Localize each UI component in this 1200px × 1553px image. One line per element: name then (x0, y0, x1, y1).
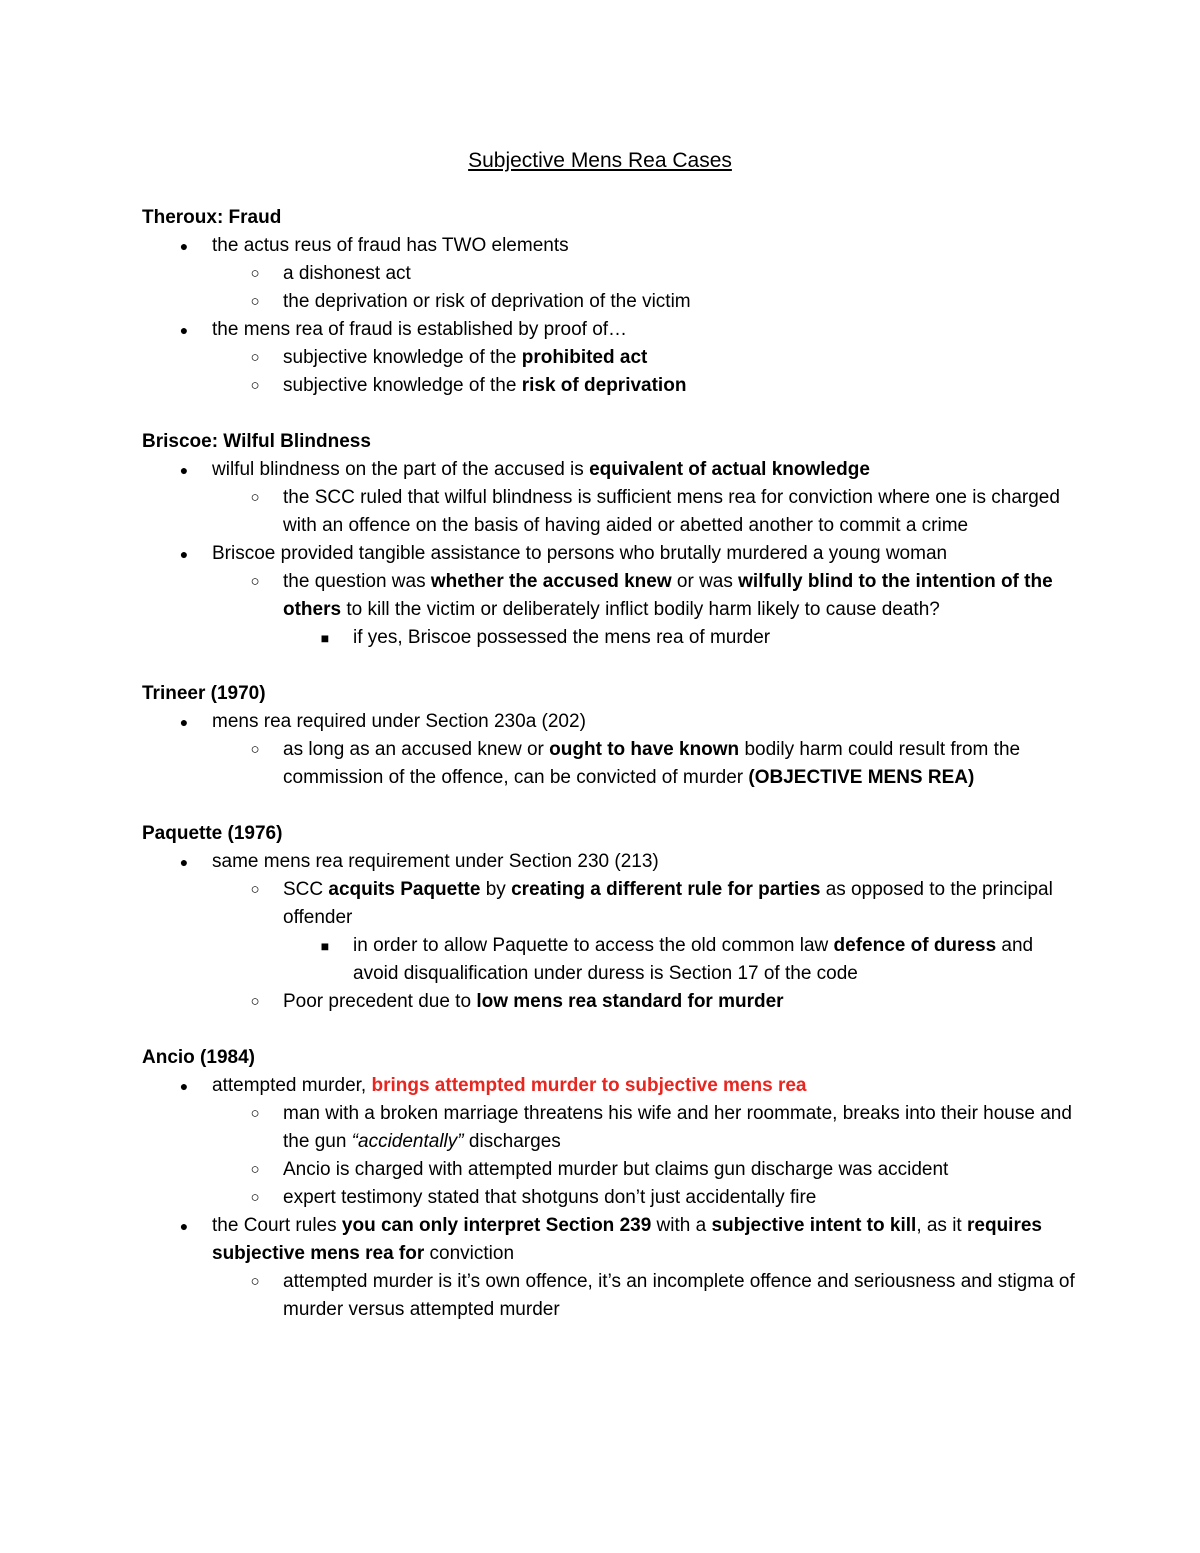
bullet-icon: ● (179, 1078, 189, 1094)
item-emphasis: ought to have known (549, 739, 740, 760)
section-heading: Theroux: Fraud (142, 207, 282, 228)
item-text: attempted murder is it’s own offence, it’s an incomplete offence and seriousness and stigma of murder versus attempted murder (283, 1271, 1075, 1320)
sub-list (142, 344, 1082, 400)
item-text: bodily harm could result from the commission of the offence, can be convicted of murder (283, 739, 1021, 788)
bullet-icon: ● (179, 238, 189, 254)
item-text: subjective knowledge of the (283, 375, 522, 396)
circle-bullet-icon: ○ (250, 1105, 260, 1122)
list-item (142, 484, 1082, 540)
sub-sub-list (142, 932, 1082, 988)
item-text: subjective knowledge of the (283, 347, 522, 368)
section-heading: Paquette (1976) (142, 823, 283, 844)
item-text: in order to allow Paquette to access the old common law (353, 935, 834, 956)
item-text: a dishonest act (283, 263, 411, 284)
list-item (142, 1156, 1082, 1184)
item-text: the deprivation or risk of deprivation of the victim (283, 291, 691, 312)
item-text: wilful blindness on the part of the accused is (212, 459, 590, 480)
circle-bullet-icon: ○ (250, 741, 260, 758)
item-italic: “accidentally” (351, 1131, 464, 1152)
section-trineer (142, 680, 1082, 792)
list-item (142, 932, 1082, 988)
circle-bullet-icon: ○ (250, 1273, 260, 1290)
item-text: the mens rea of fraud is established by proof of… (212, 319, 628, 340)
item-text: Ancio is charged with attempted murder but claims gun discharge was accident (283, 1159, 949, 1180)
list-item (142, 1268, 1082, 1324)
section-ancio (142, 1044, 1082, 1324)
item-text: if yes, Briscoe possessed the mens rea of murder (353, 627, 771, 648)
square-bullet-icon: ■ (320, 938, 330, 954)
circle-bullet-icon: ○ (250, 349, 260, 366)
circle-bullet-icon: ○ (250, 1161, 260, 1178)
circle-bullet-icon: ○ (250, 1189, 260, 1206)
list-item (142, 260, 1082, 288)
list-item (142, 876, 1082, 988)
list-item (142, 988, 1082, 1016)
item-text: Poor precedent due to (283, 991, 477, 1012)
item-emphasis: you can only interpret Section 239 (341, 1215, 652, 1236)
item-text: conviction (424, 1243, 515, 1264)
bullet-icon: ● (179, 462, 189, 478)
bullet-icon: ● (179, 1218, 189, 1234)
sub-list (142, 876, 1082, 1016)
section-theroux (142, 204, 1082, 400)
bullet-icon: ● (179, 546, 189, 562)
list-item (142, 1072, 1082, 1212)
bullet-list (142, 708, 1082, 792)
section-heading: Ancio (1984) (142, 1047, 255, 1068)
circle-bullet-icon: ○ (250, 881, 260, 898)
document-title: Subjective Mens Rea Cases (468, 149, 732, 172)
item-text: the actus reus of fraud has (212, 235, 442, 256)
circle-bullet-icon: ○ (250, 489, 260, 506)
sub-list (142, 1100, 1082, 1212)
item-text: same mens rea requirement under Section 230 (213) (212, 851, 659, 872)
item-emphasis: defence of duress (833, 935, 997, 956)
sub-list (142, 484, 1082, 540)
bullet-icon: ● (179, 854, 189, 870)
bullet-list (142, 848, 1082, 1016)
item-text: attempted murder, (212, 1075, 372, 1096)
list-item (142, 624, 1082, 652)
section-heading: Trineer (1970) (142, 683, 266, 704)
section-briscoe (142, 428, 1082, 652)
item-text: , as it (916, 1215, 967, 1236)
item-emphasis: (OBJECTIVE MENS REA) (748, 767, 975, 788)
circle-bullet-icon: ○ (250, 993, 260, 1010)
item-emphasis: acquits Paquette (328, 879, 481, 900)
item-text: mens rea required under Section 230a (202) (212, 711, 586, 732)
list-item (142, 344, 1082, 372)
item-text: and avoid disqualification under duress is Section 17 of the code (353, 935, 1034, 984)
item-text: as opposed to the principal offender (283, 879, 1053, 928)
item-text: to kill the victim or deliberately inflict bodily harm likely to cause death? (341, 599, 940, 620)
square-bullet-icon: ■ (320, 630, 330, 646)
sub-sub-list (142, 624, 1082, 652)
list-item (142, 1212, 1082, 1324)
item-text: the SCC ruled that wilful blindness is sufficient mens rea for conviction where one is charged with an offence on the basis of having aided or abetted another to commit a crime (283, 487, 1060, 536)
section-paquette (142, 820, 1082, 1016)
bullet-list (142, 232, 1082, 400)
bullet-icon: ● (179, 714, 189, 730)
list-item (142, 372, 1082, 400)
list-item (142, 708, 1082, 792)
item-text: as long as an accused knew or (283, 739, 550, 760)
sub-list (142, 260, 1082, 316)
bullet-list (142, 456, 1082, 652)
list-item (142, 568, 1082, 652)
item-text: man with a broken marriage threatens his wife and her roommate, breaks into their house and the gun (283, 1103, 1072, 1152)
list-item (142, 232, 1082, 316)
list-item (142, 1184, 1082, 1212)
bullet-icon: ● (179, 322, 189, 338)
list-item (142, 848, 1082, 1016)
list-item (142, 736, 1082, 792)
circle-bullet-icon: ○ (250, 573, 260, 590)
item-emphasis: risk of deprivation (521, 375, 687, 396)
item-emphasis: requires subjective mens rea for (212, 1215, 1042, 1264)
item-highlight: brings attempted murder to subjective mens rea (371, 1075, 807, 1096)
item-emphasis: creating a different rule for parties (511, 879, 821, 900)
circle-bullet-icon: ○ (250, 377, 260, 394)
list-item (142, 316, 1082, 400)
list-item (142, 288, 1082, 316)
sub-list (142, 1268, 1082, 1324)
item-emphasis: whether the accused knew (430, 571, 672, 592)
item-text: or was (671, 571, 739, 592)
item-text: discharges (463, 1131, 561, 1152)
sub-list (142, 568, 1082, 652)
list-item (142, 540, 1082, 652)
list-item (142, 456, 1082, 540)
circle-bullet-icon: ○ (250, 293, 260, 310)
item-text: SCC (283, 879, 329, 900)
item-emphasis: wilfully blind to the intention of the others (283, 571, 1053, 620)
item-text: the question was (283, 571, 431, 592)
item-text: by (480, 879, 512, 900)
list-item (142, 1100, 1082, 1156)
item-emphasis: subjective intent to kill (711, 1215, 917, 1236)
bullet-list (142, 1072, 1082, 1324)
section-heading: Briscoe: Wilful Blindness (142, 431, 371, 452)
sub-list (142, 736, 1082, 792)
item-emphasis: prohibited act (521, 347, 648, 368)
item-emphasis: equivalent of actual knowledge (589, 459, 870, 480)
item-text: elements (486, 235, 569, 256)
item-text: with a (651, 1215, 712, 1236)
item-text: TWO (441, 235, 487, 256)
item-text: expert testimony stated that shotguns don’t just accidentally fire (283, 1187, 817, 1208)
circle-bullet-icon: ○ (250, 265, 260, 282)
item-emphasis: low mens rea standard for murder (476, 991, 784, 1012)
item-text: Briscoe provided tangible assistance to persons who brutally murdered a young woman (212, 543, 948, 564)
document-body (142, 204, 1082, 1352)
item-text: the Court rules (212, 1215, 342, 1236)
